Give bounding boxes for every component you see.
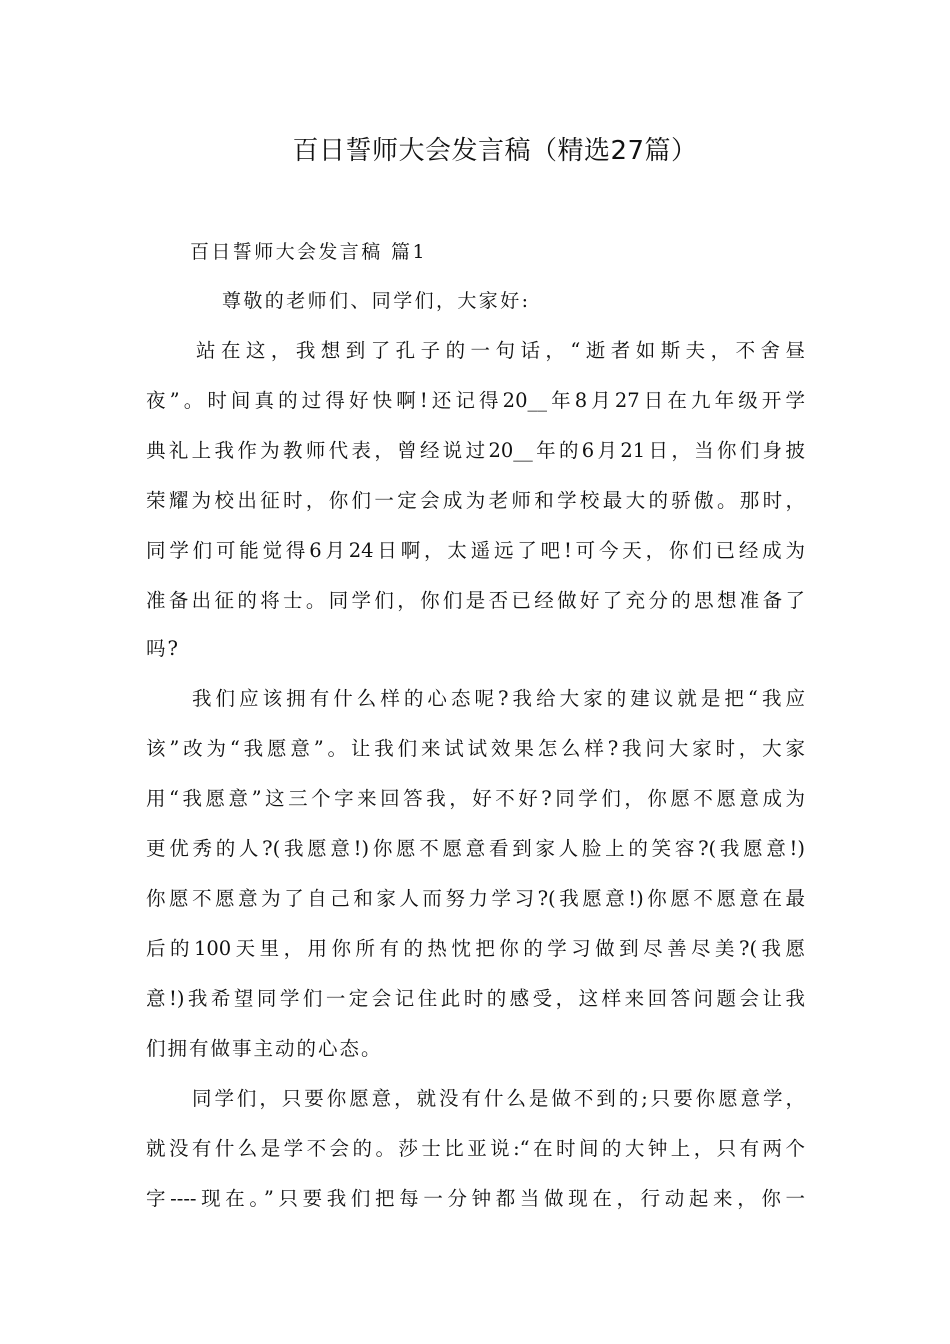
- paragraph-line: 我们应该拥有什么样的心态呢?我给大家的建议就是把“我应: [192, 687, 805, 710]
- paragraph-line: 吗?: [146, 637, 180, 660]
- paragraph-line: 典礼上我作为教师代表，曾经说过20__年的6月21日，当你们身披: [146, 439, 805, 462]
- paragraph-line: 同学们可能觉得6月24日啊，太遥远了吧!可今天，你们已经成为: [146, 539, 805, 562]
- paragraph-line: 夜”。时间真的过得好快啊!还记得20__年8月27日在九年级开学: [146, 389, 805, 412]
- paragraph-line: 同学们，只要你愿意，就没有什么是做不到的;只要你愿意学，: [192, 1087, 805, 1110]
- section-heading: 百日誓师大会发言稿 篇1: [190, 241, 427, 263]
- paragraph-line: 准备出征的将士。同学们，你们是否已经做好了充分的思想准备了: [146, 589, 805, 612]
- paragraph-line: 们拥有做事主动的心态。: [146, 1037, 383, 1060]
- paragraph-line: 更优秀的人?(我愿意!)你愿不愿意看到家人脸上的笑容?(我愿意!): [146, 837, 805, 860]
- salutation: 尊敬的老师们、同学们，大家好:: [222, 290, 531, 312]
- paragraph-line: 该”改为“我愿意”。让我们来试试效果怎么样?我问大家时，大家: [146, 737, 805, 760]
- paragraph-line: 荣耀为校出征时，你们一定会成为老师和学校最大的骄傲。那时，: [146, 489, 805, 512]
- paragraph-line: 站在这，我想到了孔子的一句话，“逝者如斯夫，不舍昼: [196, 339, 805, 362]
- paragraph-line: 就没有什么是学不会的。莎士比亚说:“在时间的大钟上，只有两个: [146, 1137, 805, 1160]
- paragraph-line: 后的100天里，用你所有的热忱把你的学习做到尽善尽美?(我愿: [146, 937, 805, 960]
- paragraph-line: 用“我愿意”这三个字来回答我，好不好?同学们，你愿不愿意成为: [146, 787, 805, 810]
- paragraph-line: 你愿不愿意为了自己和家人而努力学习?(我愿意!)你愿不愿意在最: [146, 887, 805, 910]
- paragraph-line: 字----现在。”只要我们把每一分钟都当做现在，行动起来，你一: [146, 1187, 805, 1210]
- paragraph-line: 意!)我希望同学们一定会记住此时的感受，这样来回答问题会让我: [146, 987, 805, 1010]
- document-title: 百日誓师大会发言稿（精选27篇）: [292, 136, 698, 166]
